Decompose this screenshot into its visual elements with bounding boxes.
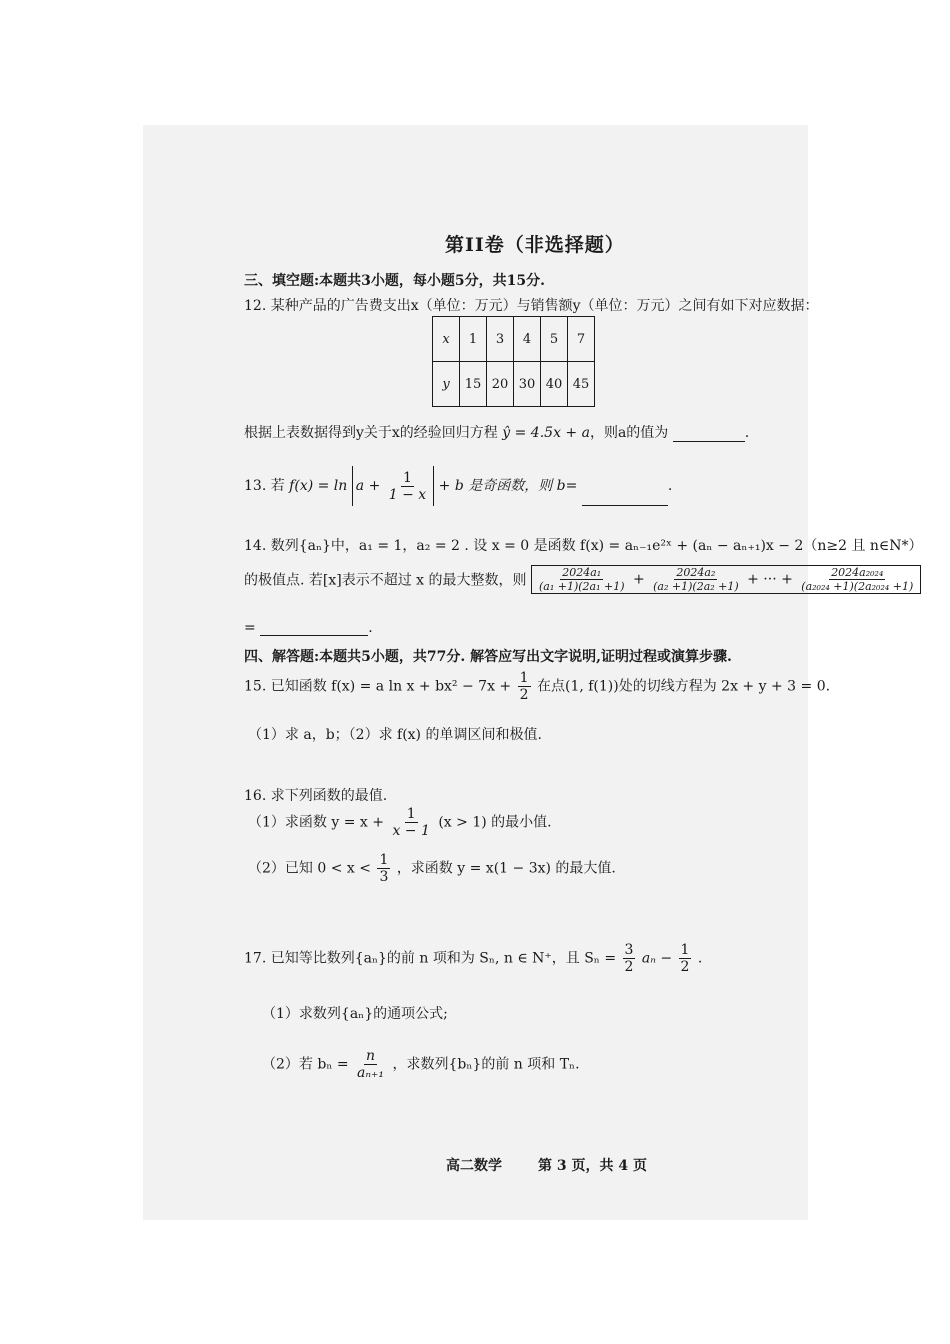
- answer-blank-14: [260, 621, 368, 636]
- table-cell: 3: [487, 317, 514, 362]
- denominator: 2: [624, 959, 634, 975]
- table-cell: 15: [460, 362, 487, 407]
- numerator: 1: [519, 670, 529, 686]
- section-3-heading: 三、填空题:本题共3小题，每小题5分，共15分.: [244, 273, 546, 289]
- q15-suffix: 在点(1, f(1))处的切线方程为 2x + y + 3 = 0.: [536, 678, 831, 695]
- question-17: [244, 942, 702, 975]
- fraction-term-1: [537, 566, 627, 593]
- numerator: 1: [379, 852, 389, 868]
- denominator: 1 − x: [388, 486, 427, 503]
- denominator: (a₂ +1)(2a₂ +1): [653, 580, 739, 593]
- q17-p2-suffix: ，求数列{bₙ}的前 n 项和 Tₙ.: [392, 1056, 580, 1073]
- question-15: [244, 670, 830, 703]
- question-16-part1: [248, 806, 552, 839]
- q17-mid: aₙ −: [641, 950, 673, 967]
- table-cell: x: [433, 317, 460, 362]
- q13-function: f(x) = ln: [289, 478, 348, 494]
- numerator: 1: [680, 942, 690, 958]
- question-14-line2: [244, 565, 921, 594]
- q13-prefix: 13. 若: [244, 478, 285, 494]
- q14-prefix: 的极值点. 若[x]表示不超过 x 的最大整数，则: [244, 572, 527, 589]
- question-16-part2: [248, 852, 616, 885]
- answer-blank-12: [673, 427, 745, 442]
- table-cell: 45: [568, 362, 595, 407]
- denominator: aₙ₊₁: [357, 1065, 385, 1081]
- numerator: 2024a₂₀₂₄: [831, 566, 884, 579]
- q16-p2-prefix: （2）已知 0 < x <: [248, 860, 371, 877]
- equals: =: [244, 620, 256, 636]
- fraction: [390, 806, 431, 839]
- question-15-parts: （1）求 a，b；（2）求 f(x) 的单调区间和极值.: [248, 727, 542, 743]
- question-17-part1: （1）求数列{aₙ}的通项公式;: [262, 1006, 448, 1022]
- table-cell: 5: [541, 317, 568, 362]
- question-14-line1: 14. 数列{aₙ}中，a₁ = 1，a₂ = 2 . 设 x = 0 是函数 f(x) = aₙ₋₁e²ˣ + (aₙ − aₙ₊₁)x − 2（n≥2 且 n∈N*）: [244, 538, 923, 554]
- question-13: [244, 466, 672, 506]
- numerator: 2024a₂: [676, 566, 716, 579]
- denominator: 3: [379, 869, 389, 885]
- fraction-term-2024: [799, 566, 915, 593]
- period: .: [667, 478, 673, 494]
- denominator: 2: [680, 959, 690, 975]
- question-12-line2: [244, 422, 749, 442]
- q15-prefix: 15. 已知函数 f(x) = a ln x + bx² − 7x +: [244, 678, 512, 695]
- data-table: [432, 316, 595, 407]
- q13-a-plus: a +: [355, 478, 381, 494]
- q13-tail: + b 是奇函数，则 b=: [438, 478, 578, 494]
- numerator: 2024a₁: [562, 566, 602, 579]
- q17-prefix: 17. 已知等比数列{aₙ}的前 n 项和为 Sₙ, n ∈ N⁺，且 Sₙ =: [244, 950, 617, 967]
- table-row-x: [433, 317, 595, 362]
- footer-page-number: 第 3 页，共 4 页: [538, 1158, 647, 1174]
- q12-text-a: 根据上表数据得到y关于x的经验回归方程: [244, 425, 498, 441]
- absolute-value: [352, 466, 434, 506]
- denominator: x − 1: [392, 823, 430, 839]
- question-17-part2: [262, 1048, 580, 1081]
- numerator: n: [366, 1048, 376, 1064]
- table-cell: 1: [460, 317, 487, 362]
- period: .: [744, 425, 750, 441]
- table-cell: y: [433, 362, 460, 407]
- q16-p1-prefix: （1）求函数 y = x +: [248, 814, 384, 831]
- question-16: 16. 求下列函数的最值.: [244, 788, 388, 804]
- fraction: [387, 470, 428, 503]
- q12-text-b: ，则a的值为: [589, 425, 669, 441]
- table-cell: 4: [514, 317, 541, 362]
- fraction: [679, 942, 692, 975]
- ellipsis-plus: + ··· +: [747, 571, 793, 588]
- fraction-term-2: [651, 566, 741, 593]
- table-cell: 20: [487, 362, 514, 407]
- part-title: 第II卷（非选择题）: [445, 234, 625, 256]
- floor-bracket: $\frac{\text{2024a₁}}{\text{(a₁ +1)(2a₁ +1)}}$ + $\frac{\text{2024a₂}}{\text{(a₂ +1)(2a₂ +1)}}$ + ··· + $\frac{\text{2024a₂₀₂₄}}{\text{(a₂₀₂₄ +1)(2a₂₀₂₄ +1)}}$: [531, 565, 921, 594]
- numerator: 1: [406, 806, 416, 822]
- denominator: 2: [519, 687, 529, 703]
- numerator: 1: [403, 469, 412, 486]
- numerator: 3: [624, 942, 634, 958]
- table-cell: 7: [568, 317, 595, 362]
- q17-p2-prefix: （2）若 bₙ =: [262, 1056, 349, 1073]
- q16-p2-suffix: ，求函数 y = x(1 − 3x) 的最大值.: [396, 860, 616, 877]
- fraction: [623, 942, 636, 975]
- table-cell: 40: [541, 362, 568, 407]
- period: .: [697, 950, 703, 967]
- fraction: [518, 670, 531, 703]
- regression-equation: ŷ = 4.5x + a: [502, 425, 590, 441]
- answer-blank-13: [582, 491, 668, 506]
- question-12-text: 12. 某种产品的广告费支出x（单位：万元）与销售额y（单位：万元）之间有如下对应数据：: [244, 298, 819, 314]
- footer-subject: 高二数学: [446, 1158, 502, 1174]
- question-14-answer: [244, 620, 373, 636]
- fraction: [355, 1048, 386, 1081]
- denominator: (a₁ +1)(2a₁ +1): [538, 580, 625, 593]
- fraction: [377, 852, 390, 885]
- q16-p1-suffix: (x > 1) 的最小值.: [438, 814, 552, 831]
- period: .: [368, 620, 373, 636]
- section-4-heading: 四、解答题:本题共5小题，共77分. 解答应写出文字说明,证明过程或演算步骤.: [244, 649, 732, 665]
- table-cell: 30: [514, 362, 541, 407]
- table-row-y: [433, 362, 595, 407]
- denominator: (a₂₀₂₄ +1)(2a₂₀₂₄ +1): [801, 580, 914, 593]
